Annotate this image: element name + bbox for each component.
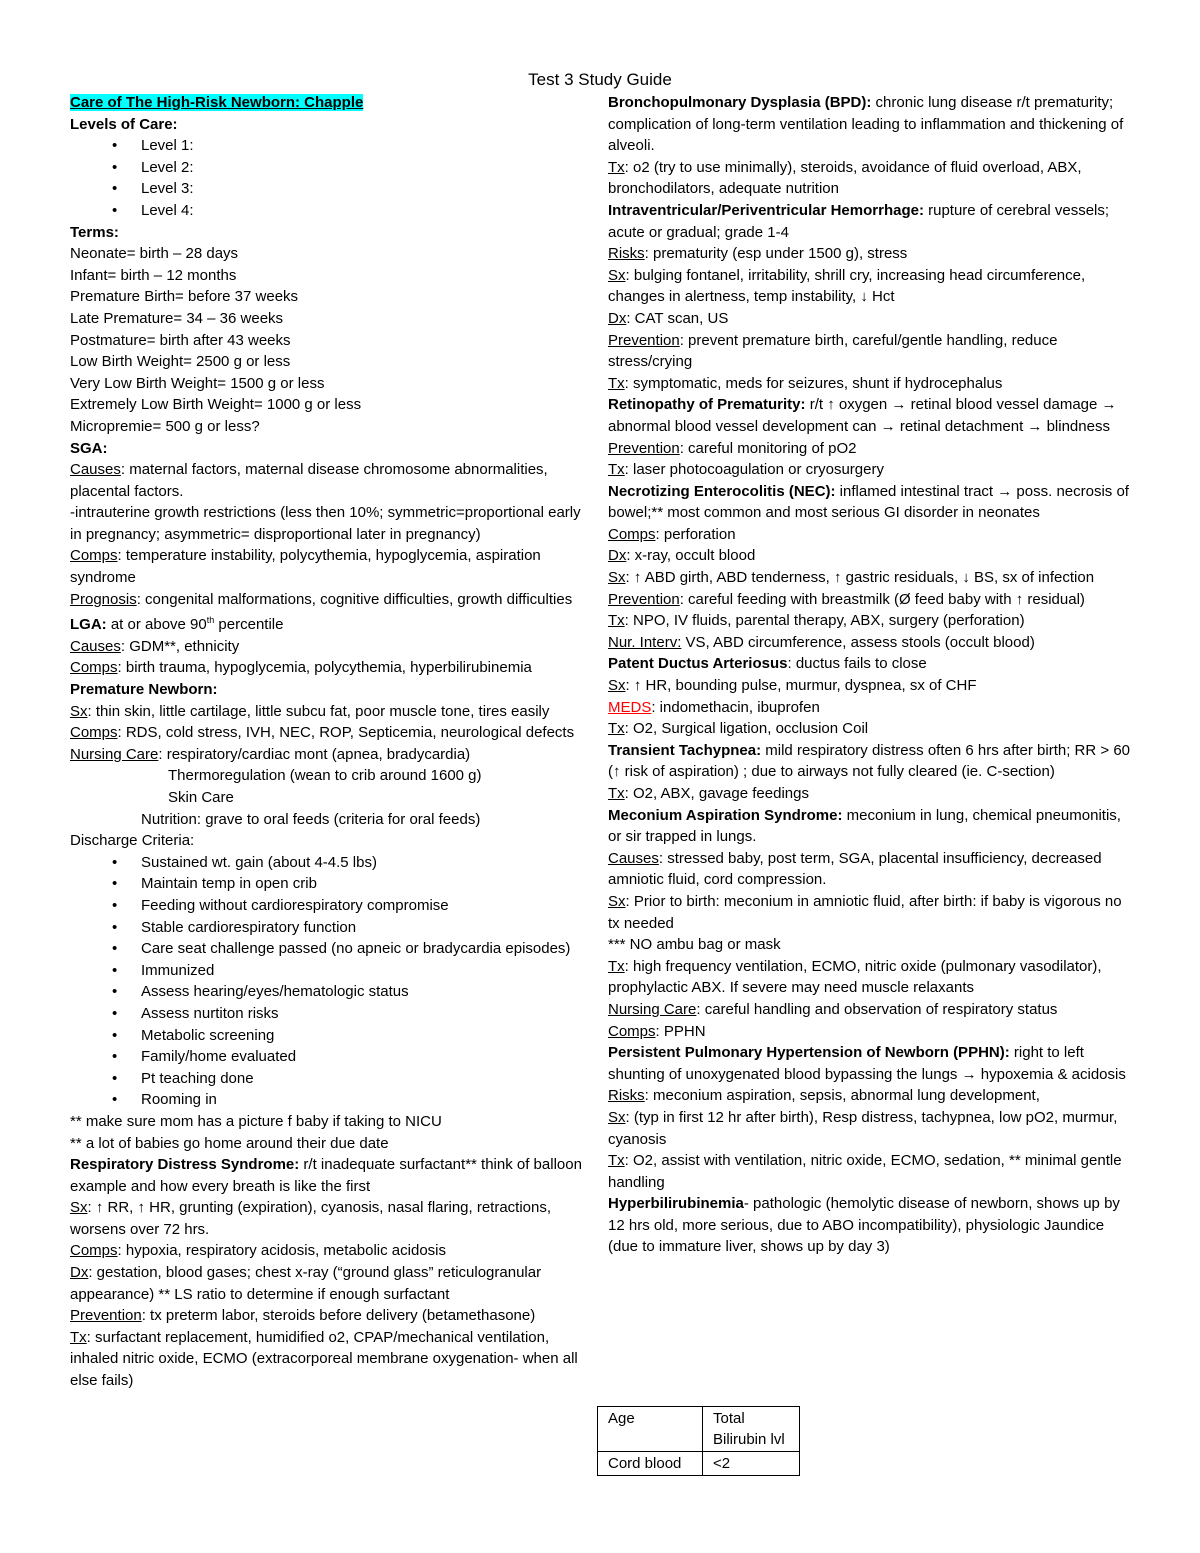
label: Tx xyxy=(70,1328,87,1346)
list-item: • Level 2: xyxy=(70,157,590,179)
nec-tx xyxy=(608,610,1133,632)
text: : careful handling and observation of respiratory status xyxy=(696,1000,1058,1018)
text: at or above 90 xyxy=(106,616,207,634)
text: : thin skin, little cartilage, little subcu fat, poor muscle tone, tires easily xyxy=(87,702,550,720)
text: right to left shunting of unoxygenated blood bypassing the lungs → hypoxemia & acidosis xyxy=(608,1044,1126,1083)
label: MEDS xyxy=(608,698,652,716)
label: Sx xyxy=(608,569,626,587)
label: Tx xyxy=(608,461,625,479)
label: Sx xyxy=(608,266,626,284)
term-item: Neonate= birth – 28 days xyxy=(70,245,239,263)
text: : indomethacin, ibuprofen xyxy=(651,698,820,716)
rds-dx xyxy=(70,1262,590,1305)
note: ** make sure mom has a picture f baby if taking to NICU xyxy=(70,1112,442,1130)
list-item: • Metabolic screening xyxy=(70,1025,590,1047)
list-item: • Maintain temp in open crib xyxy=(70,873,590,895)
rds-comps xyxy=(70,1240,590,1262)
list-item: • Care seat challenge passed (no apneic or bradycardia episodes) xyxy=(70,938,590,960)
label: Hyperbilirubinemia xyxy=(608,1195,744,1213)
term-item: Low Birth Weight= 2500 g or less xyxy=(70,353,291,371)
label: Dx xyxy=(608,547,627,565)
text: : laser photocoagulation or cryosurgery xyxy=(624,461,884,479)
sga-comps xyxy=(70,545,590,588)
rds-prevention xyxy=(70,1305,590,1327)
text: : x-ray, occult blood xyxy=(626,547,756,565)
text: : CAT scan, US xyxy=(626,309,729,327)
pphn-sx xyxy=(608,1107,1133,1150)
label: Risks xyxy=(608,245,645,263)
label: Comps xyxy=(70,1242,118,1260)
label: LGA: xyxy=(70,616,107,634)
label: Prevention xyxy=(70,1307,142,1325)
text: : maternal factors, maternal disease chromosome abnormalities, placental factors. xyxy=(70,461,548,500)
rds-sx xyxy=(70,1197,590,1240)
label: Tx xyxy=(608,957,625,975)
discharge-title: Discharge Criteria: xyxy=(70,832,195,850)
term-item: Micropremie= 500 g or less? xyxy=(70,417,260,435)
text: : surfactant replacement, humidified o2, CPAP/mechanical ventilation, inhaled nitric oxide, ECMO (extracorporeal membrane oxygenation- when all else fails) xyxy=(70,1328,578,1390)
ivh-sx xyxy=(608,265,1133,308)
label: Nursing Care xyxy=(608,1000,697,1018)
text: : O2, Surgical ligation, occlusion Coil xyxy=(624,720,869,738)
label: Dx xyxy=(70,1264,89,1282)
term-item: Postmature= birth after 43 weeks xyxy=(70,331,291,349)
table-header: Total Bilirubin lvl xyxy=(703,1407,800,1452)
list-item: • Rooming in xyxy=(70,1089,590,1111)
label: Prognosis xyxy=(70,590,137,608)
text: : careful monitoring of pO2 xyxy=(679,439,857,457)
text: : tx preterm labor, steroids before delivery (betamethasone) xyxy=(141,1307,536,1325)
table-header: Age xyxy=(598,1407,703,1452)
pphn-risks xyxy=(608,1085,1133,1107)
premature-sx xyxy=(70,701,590,723)
text: : meconium aspiration, sepsis, abnormal lung development, xyxy=(644,1087,1040,1105)
text: : Prior to birth: meconium in amniotic fluid, after birth: if baby is vigorous no tx needed xyxy=(608,892,1122,932)
text: : ↑ HR, bounding pulse, murmur, dyspnea, sx of CHF xyxy=(625,677,977,695)
table-cell: Cord blood xyxy=(598,1452,703,1476)
hyperbili xyxy=(608,1193,1133,1258)
text: : ductus fails to close xyxy=(787,655,927,673)
table-row xyxy=(598,1452,800,1476)
text: r/t ↑ oxygen → retinal blood vessel damage → abnormal blood vessel development can → retinal detachment → blindness xyxy=(608,396,1117,435)
text: : O2, assist with ventilation, nitric oxide, ECMO, sedation, ** minimal gentle handling xyxy=(608,1152,1122,1191)
list-item: • Family/home evaluated xyxy=(70,1046,590,1068)
term-item: Late Premature= 34 – 36 weeks xyxy=(70,309,284,327)
list-item: • Pt teaching done xyxy=(70,1068,590,1090)
text: : hypoxia, respiratory acidosis, metabolic acidosis xyxy=(117,1242,446,1260)
text: : careful feeding with breastmilk (Ø feed baby with ↑ residual) xyxy=(679,590,1085,608)
rop-prevention xyxy=(608,438,1133,460)
term-item: Premature Birth= before 37 weeks xyxy=(70,288,299,306)
pda-intro xyxy=(608,653,1133,675)
label: Tx xyxy=(608,1152,625,1170)
text: : o2 (try to use minimally), steroids, avoidance of fluid overload, ABX, bronchodilators, adequate nutrition xyxy=(608,158,1082,198)
levels-title: Levels of Care: xyxy=(70,115,178,133)
rds-tx xyxy=(70,1327,590,1392)
label: Causes xyxy=(70,461,121,479)
nec-prevention xyxy=(608,589,1133,611)
label: Prevention xyxy=(608,331,680,349)
list-item: • Level 4: xyxy=(70,200,590,222)
text: meconium in lung, chemical pneumonitis, or sir trapped in lungs. xyxy=(608,806,1121,846)
text: : PPHN xyxy=(655,1022,706,1040)
text: : ↑ RR, ↑ HR, grunting (expiration), cyanosis, nasal flaring, retractions, worsens over 72 hrs. xyxy=(70,1199,552,1238)
text: : O2, ABX, gavage feedings xyxy=(624,785,809,802)
list-item: • Immunized xyxy=(70,960,590,982)
label: Tx xyxy=(608,612,625,630)
mas-tx xyxy=(608,956,1133,999)
label: Transient Tachypnea: xyxy=(608,741,762,759)
terms-title: Terms: xyxy=(70,223,119,241)
left-column xyxy=(70,92,590,1392)
ivh-risks xyxy=(608,243,1133,265)
label: Causes xyxy=(70,637,121,655)
sga-causes xyxy=(70,459,590,502)
premature-title: Premature Newborn: xyxy=(70,681,218,699)
label: Tx xyxy=(608,785,625,802)
text: inflamed intestinal tract → poss. necrosis of bowel;** most common and most serious GI disorder in neonates xyxy=(608,482,1129,522)
term-item: Infant= birth – 12 months xyxy=(70,266,237,284)
mas-sx xyxy=(608,891,1133,934)
text: : RDS, cold stress, IVH, NEC, ROP, Septicemia, neurological defects xyxy=(117,724,575,742)
text: VS, ABD circumference, assess stools (occult blood) xyxy=(681,633,1035,651)
label: Retinopathy of Prematurity: xyxy=(608,396,806,414)
right-column xyxy=(608,92,1133,1258)
ivh-tx xyxy=(608,373,1133,395)
list-item: • Assess hearing/eyes/hematologic status xyxy=(70,981,590,1003)
pphn-intro xyxy=(608,1042,1133,1085)
mas-note: *** NO ambu bag or mask xyxy=(608,936,781,954)
ivh-prevention xyxy=(608,330,1133,373)
list-item: • Stable cardiorespiratory function xyxy=(70,917,590,939)
text: : bulging fontanel, irritability, shrill cry, increasing head circumference, changes in alertness, temp instability, ↓ Hct xyxy=(608,266,1086,306)
sga-iugr: -intrauterine growth restrictions (less then 10%; symmetric=proportional early in pregnancy; asymmetric= disproportional later in pregnancy) xyxy=(70,504,581,543)
pphn-tx xyxy=(608,1150,1133,1193)
label: Intraventricular/Periventricular Hemorrhage: xyxy=(608,201,924,219)
rop-intro xyxy=(608,394,1133,437)
label: Comps xyxy=(70,724,118,742)
text: : temperature instability, polycythemia, hypoglycemia, aspiration syndrome xyxy=(70,547,541,587)
text: rupture of cerebral vessels; acute or gradual; grade 1-4 xyxy=(608,201,1110,241)
lga-comps xyxy=(70,657,590,679)
label: Tx xyxy=(608,374,625,392)
nec-nursing xyxy=(608,632,1133,654)
label: Sx xyxy=(608,1108,626,1126)
mas-nursing xyxy=(608,999,1133,1021)
label: Prevention xyxy=(608,590,680,608)
label: Comps xyxy=(608,1022,656,1040)
list-item: • Assess nurtiton risks xyxy=(70,1003,590,1025)
table-header-row xyxy=(598,1407,800,1452)
sga-title: SGA: xyxy=(70,439,108,457)
rds-intro xyxy=(70,1154,590,1197)
label: Sx xyxy=(70,702,88,720)
label: Nursing Care xyxy=(70,745,159,763)
nursing-nutrition: Nutrition: grave to oral feeds (criteria for oral feeds) xyxy=(141,810,481,828)
text: : perforation xyxy=(655,525,736,543)
lga-causes xyxy=(70,636,590,658)
ivh-dx xyxy=(608,308,1133,330)
label: Causes xyxy=(608,849,659,867)
text: : NPO, IV fluids, parental therapy, ABX, surgery (perforation) xyxy=(624,612,1025,630)
page-title: Test 3 Study Guide xyxy=(528,70,672,89)
nursing-skin: Skin Care xyxy=(168,789,234,806)
text: : respiratory/cardiac mont (apnea, bradycardia) xyxy=(158,745,471,763)
label: Respiratory Distress Syndrome: xyxy=(70,1156,300,1174)
text: : congenital malformations, cognitive difficulties, growth difficulties xyxy=(136,590,573,608)
label: Patent Ductus Arteriosus xyxy=(608,655,788,673)
label: Tx xyxy=(608,720,625,738)
text: : stressed baby, post term, SGA, placental insufficiency, decreased amniotic fluid, cord compression. xyxy=(608,849,1102,889)
rop-tx xyxy=(608,459,1133,481)
text: : birth trauma, hypoglycemia, polycythemia, hyperbilirubinemia xyxy=(117,659,532,677)
text: : prevent premature birth, careful/gentle handling, reduce stress/crying xyxy=(608,331,1058,371)
label: Prevention xyxy=(608,439,680,457)
nec-sx xyxy=(608,567,1133,589)
superscript: th xyxy=(206,615,215,626)
list-item: • Sustained wt. gain (about 4-4.5 lbs) xyxy=(70,852,590,874)
nursing-care xyxy=(70,744,590,766)
ttn-tx xyxy=(608,783,1133,805)
text: : symptomatic, meds for seizures, shunt if hydrocephalus xyxy=(624,374,1003,392)
label: Comps xyxy=(70,659,118,677)
bilirubin-table xyxy=(597,1406,800,1476)
label: Comps xyxy=(608,525,656,543)
mas-comps xyxy=(608,1021,1133,1043)
text: r/t inadequate surfactant** think of balloon example and how every breath is like the first xyxy=(70,1156,582,1195)
nec-comps xyxy=(608,524,1133,546)
label: Sx xyxy=(70,1199,88,1217)
list-item: • Level 3: xyxy=(70,178,590,200)
label: Comps xyxy=(70,547,118,565)
label: Sx xyxy=(608,892,626,910)
label: Sx xyxy=(608,677,626,695)
bpd-intro xyxy=(608,92,1133,157)
label: Dx xyxy=(608,309,627,327)
premature-comps xyxy=(70,722,590,744)
nec-dx xyxy=(608,545,1133,567)
section-heading xyxy=(70,92,590,114)
ttn-intro xyxy=(608,740,1133,783)
text: : ↑ ABD girth, ABD tenderness, ↑ gastric residuals, ↓ BS, sx of infection xyxy=(625,569,1095,587)
label: Bronchopulmonary Dysplasia (BPD): xyxy=(608,94,872,111)
pda-tx xyxy=(608,718,1133,740)
sga-prognosis xyxy=(70,589,590,611)
mas-causes xyxy=(608,848,1133,891)
text: : GDM**, ethnicity xyxy=(120,637,240,655)
text: : (typ in first 12 hr after birth), Resp distress, tachypnea, low pO2, murmur, cyanosis xyxy=(608,1108,1118,1148)
pda-sx xyxy=(608,675,1133,697)
mas-intro xyxy=(608,805,1133,848)
label: Risks xyxy=(608,1087,645,1105)
table-cell: <2 xyxy=(703,1452,800,1476)
lga-line xyxy=(70,610,590,636)
text: : prematurity (esp under 1500 g), stress xyxy=(644,245,908,263)
nursing-thermo: Thermoregulation (wean to crib around 1600 g) xyxy=(168,767,482,785)
ivh-intro xyxy=(608,200,1133,243)
text: mild respiratory distress often 6 hrs after birth; RR > 60 (↑ risk of aspiration) ; due to airways not fully cleared (ie. C-section) xyxy=(608,741,1131,781)
label: Persistent Pulmonary Hypertension of Newborn (PPHN): xyxy=(608,1044,1010,1062)
label: Necrotizing Enterocolitis (NEC): xyxy=(608,482,836,500)
text: : gestation, blood gases; chest x-ray (“ground glass” reticulogranular appearance) ** LS ratio to determine if enough surfactant xyxy=(70,1264,542,1303)
term-item: Very Low Birth Weight= 1500 g or less xyxy=(70,374,325,392)
text: : high frequency ventilation, ECMO, nitric oxide (pulmonary vasodilator), prophylactic ABX. If severe may need muscle relaxants xyxy=(608,957,1102,997)
bpd-tx xyxy=(608,157,1133,200)
text: percentile xyxy=(214,616,284,634)
pda-meds xyxy=(608,697,1133,719)
list-item: • Level 1: xyxy=(70,135,590,157)
label: Meconium Aspiration Syndrome: xyxy=(608,806,843,824)
list-item: • Feeding without cardiorespiratory compromise xyxy=(70,895,590,917)
section-heading-text: Care of The High-Risk Newborn: Chapple xyxy=(70,94,364,111)
label: Nur. Interv: xyxy=(608,633,682,651)
text: - pathologic (hemolytic disease of newborn, shows up by 12 hrs old, more serious, due to ABO incompatibility), physiologic Jaundice (due to immature liver, shows up by day 3) xyxy=(608,1195,1120,1256)
nec-intro xyxy=(608,481,1133,524)
note: ** a lot of babies go home around their due date xyxy=(70,1134,389,1152)
label: Tx xyxy=(608,158,625,176)
term-item: Extremely Low Birth Weight= 1000 g or less xyxy=(70,396,362,414)
text: chronic lung disease r/t prematurity; complication of long-term ventilation leading to inflammation and thickening of alveoli. xyxy=(608,94,1124,155)
